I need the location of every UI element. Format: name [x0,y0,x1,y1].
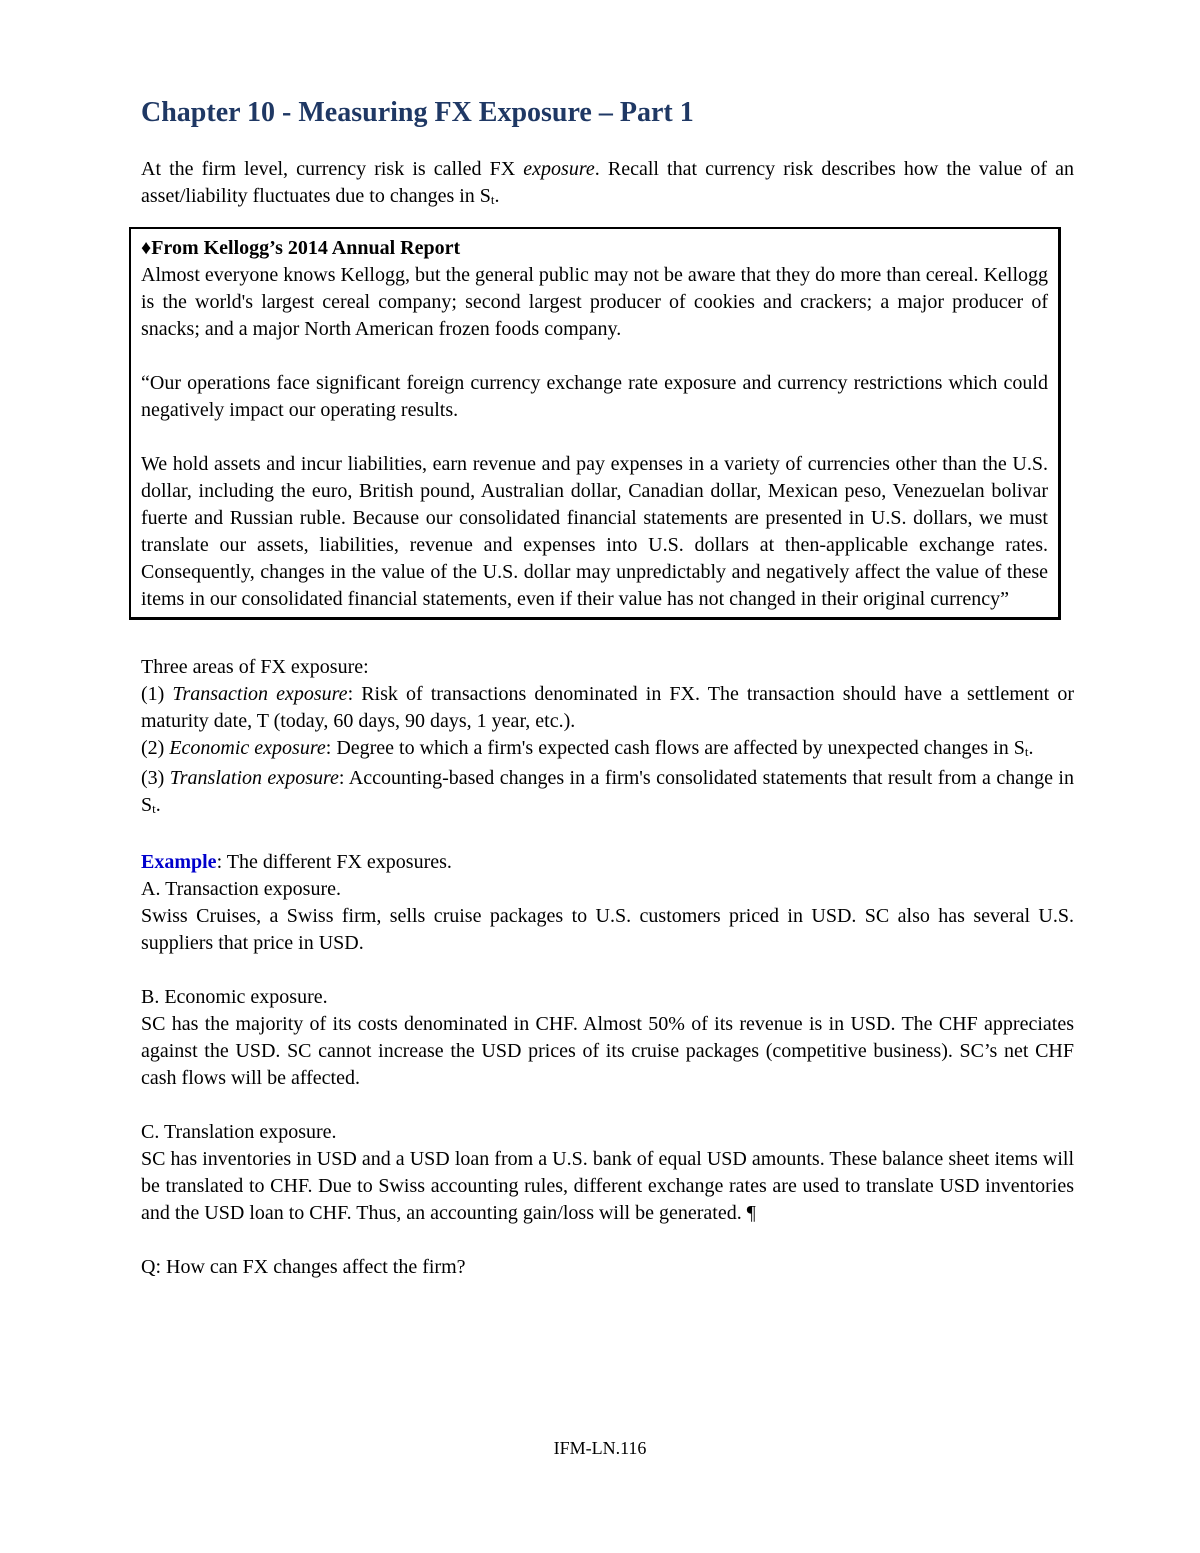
example-a-heading: A. Transaction exposure. [141,878,341,900]
area-translation [141,765,1074,822]
area-1-term: Transaction exposure [172,683,348,705]
box-paragraph-2: “Our operations face significant foreign currency exchange rate exposure and currency restrictions which could negatively impact our operating results. [141,372,1048,421]
box-paragraph-1: Almost everyone knows Kellogg, but the general public may not be aware that they do more than cereal. Kellogg is the world's largest cereal company; second largest producer of cookies and crackers; a major producer of snacks; and a major North American frozen foods company. [141,264,1048,340]
box-paragraph-3: We hold assets and incur liabilities, earn revenue and pay expenses in a variety of currencies other than the U.S. dollar, including the euro, British pound, Australian dollar, Canadian dollar, Mexican peso, Venezuelan bolivar fuerte and Russian ruble. Because our consolidated financial statements are presented in U.S. dollars, we must translate our assets, liabilities, revenue and expenses into U.S. dollars at then-applicable exchange rates. Consequently, changes in the value of the U.S. dollar may unpredictably and negatively affect the value of these items in our consolidated financial statements, even if their value has not changed in their original currency” [141,453,1048,610]
box-heading [141,235,1048,262]
intro-text-2: . Recall that currency risk describes how the value of an asset/liability fluctuates due to changes in S [141,158,1074,207]
intro-text-1: At the firm level, currency risk is called FX [141,158,524,180]
kellogg-quote-box [129,227,1061,620]
area-2-term: Economic exposure [169,737,326,759]
spacer [141,822,1074,849]
area-economic [141,735,1074,765]
area-transaction [141,681,1074,735]
example-label-rest: : The different FX exposures. [216,851,452,873]
intro-term-exposure: exposure [523,158,595,180]
spacer [141,343,1048,370]
example-b-heading: B. Economic exposure. [141,986,328,1008]
area-3-subscript: t [152,801,156,816]
area-1-text: : Risk of transactions denominated in FX. The transaction should have a settlement or maturity date, T (today, 60 days, 90 days, 1 year, etc.). [141,683,1075,732]
question-text: Q: How can FX changes affect the firm? [141,1256,466,1278]
area-3-number: (3) [141,767,170,789]
example-a-text: Swiss Cruises, a Swiss firm, sells cruise packages to U.S. customers priced in USD. SC also has several U.S. suppliers that price in USD. [141,905,1074,954]
box-heading-text: From Kellogg’s 2014 Annual Report [151,237,461,259]
spacer [141,1092,1074,1119]
example-c-heading: C. Translation exposure. [141,1121,337,1143]
spacer [141,424,1048,451]
area-1-number: (1) [141,683,173,705]
intro-text-end: . [494,185,500,207]
area-2-subscript: t [1024,744,1029,759]
page-title: Chapter 10 - Measuring FX Exposure – Part 1 [141,97,694,128]
example-b-text: SC has the majority of its costs denominated in CHF. Almost 50% of its revenue is in USD. The CHF appreciates against the USD. SC cannot increase the USD prices of its cruise packages (competitive business). SC’s net CHF cash flows will be affected. [141,1013,1074,1089]
area-2-number: (2) [141,737,170,759]
area-2-text: : Degree to which a firm's expected cash flows are affected by unexpected changes in S [325,737,1025,759]
example-c-text: SC has inventories in USD and a USD loan from a U.S. bank of equal USD amounts. These balance sheet items will be translated to CHF. Due to Swiss accounting rules, different exchange rates are used to translate USD inventories and the USD loan to CHF. Thus, an accounting gain/loss will be generated. ¶ [141,1148,1074,1224]
spacer [141,1227,1074,1254]
example-section [141,849,1074,1281]
areas-intro: Three areas of FX exposure: [141,656,369,678]
example-heading [141,849,1074,876]
area-3-text: : Accounting-based changes in a firm's consolidated statements that result from a change in S [141,767,1074,816]
fx-areas-section [141,654,1074,822]
area-2-end: . [1028,737,1034,759]
spacer [141,957,1074,984]
area-3-term: Translation exposure [169,767,339,789]
page-footer: IFM-LN.116 [553,1438,647,1458]
intro-subscript: t [490,192,495,207]
area-3-end: . [155,794,161,816]
diamond-icon: ♦ [141,237,152,259]
example-label: Example [141,851,217,873]
intro-paragraph [141,156,1074,213]
